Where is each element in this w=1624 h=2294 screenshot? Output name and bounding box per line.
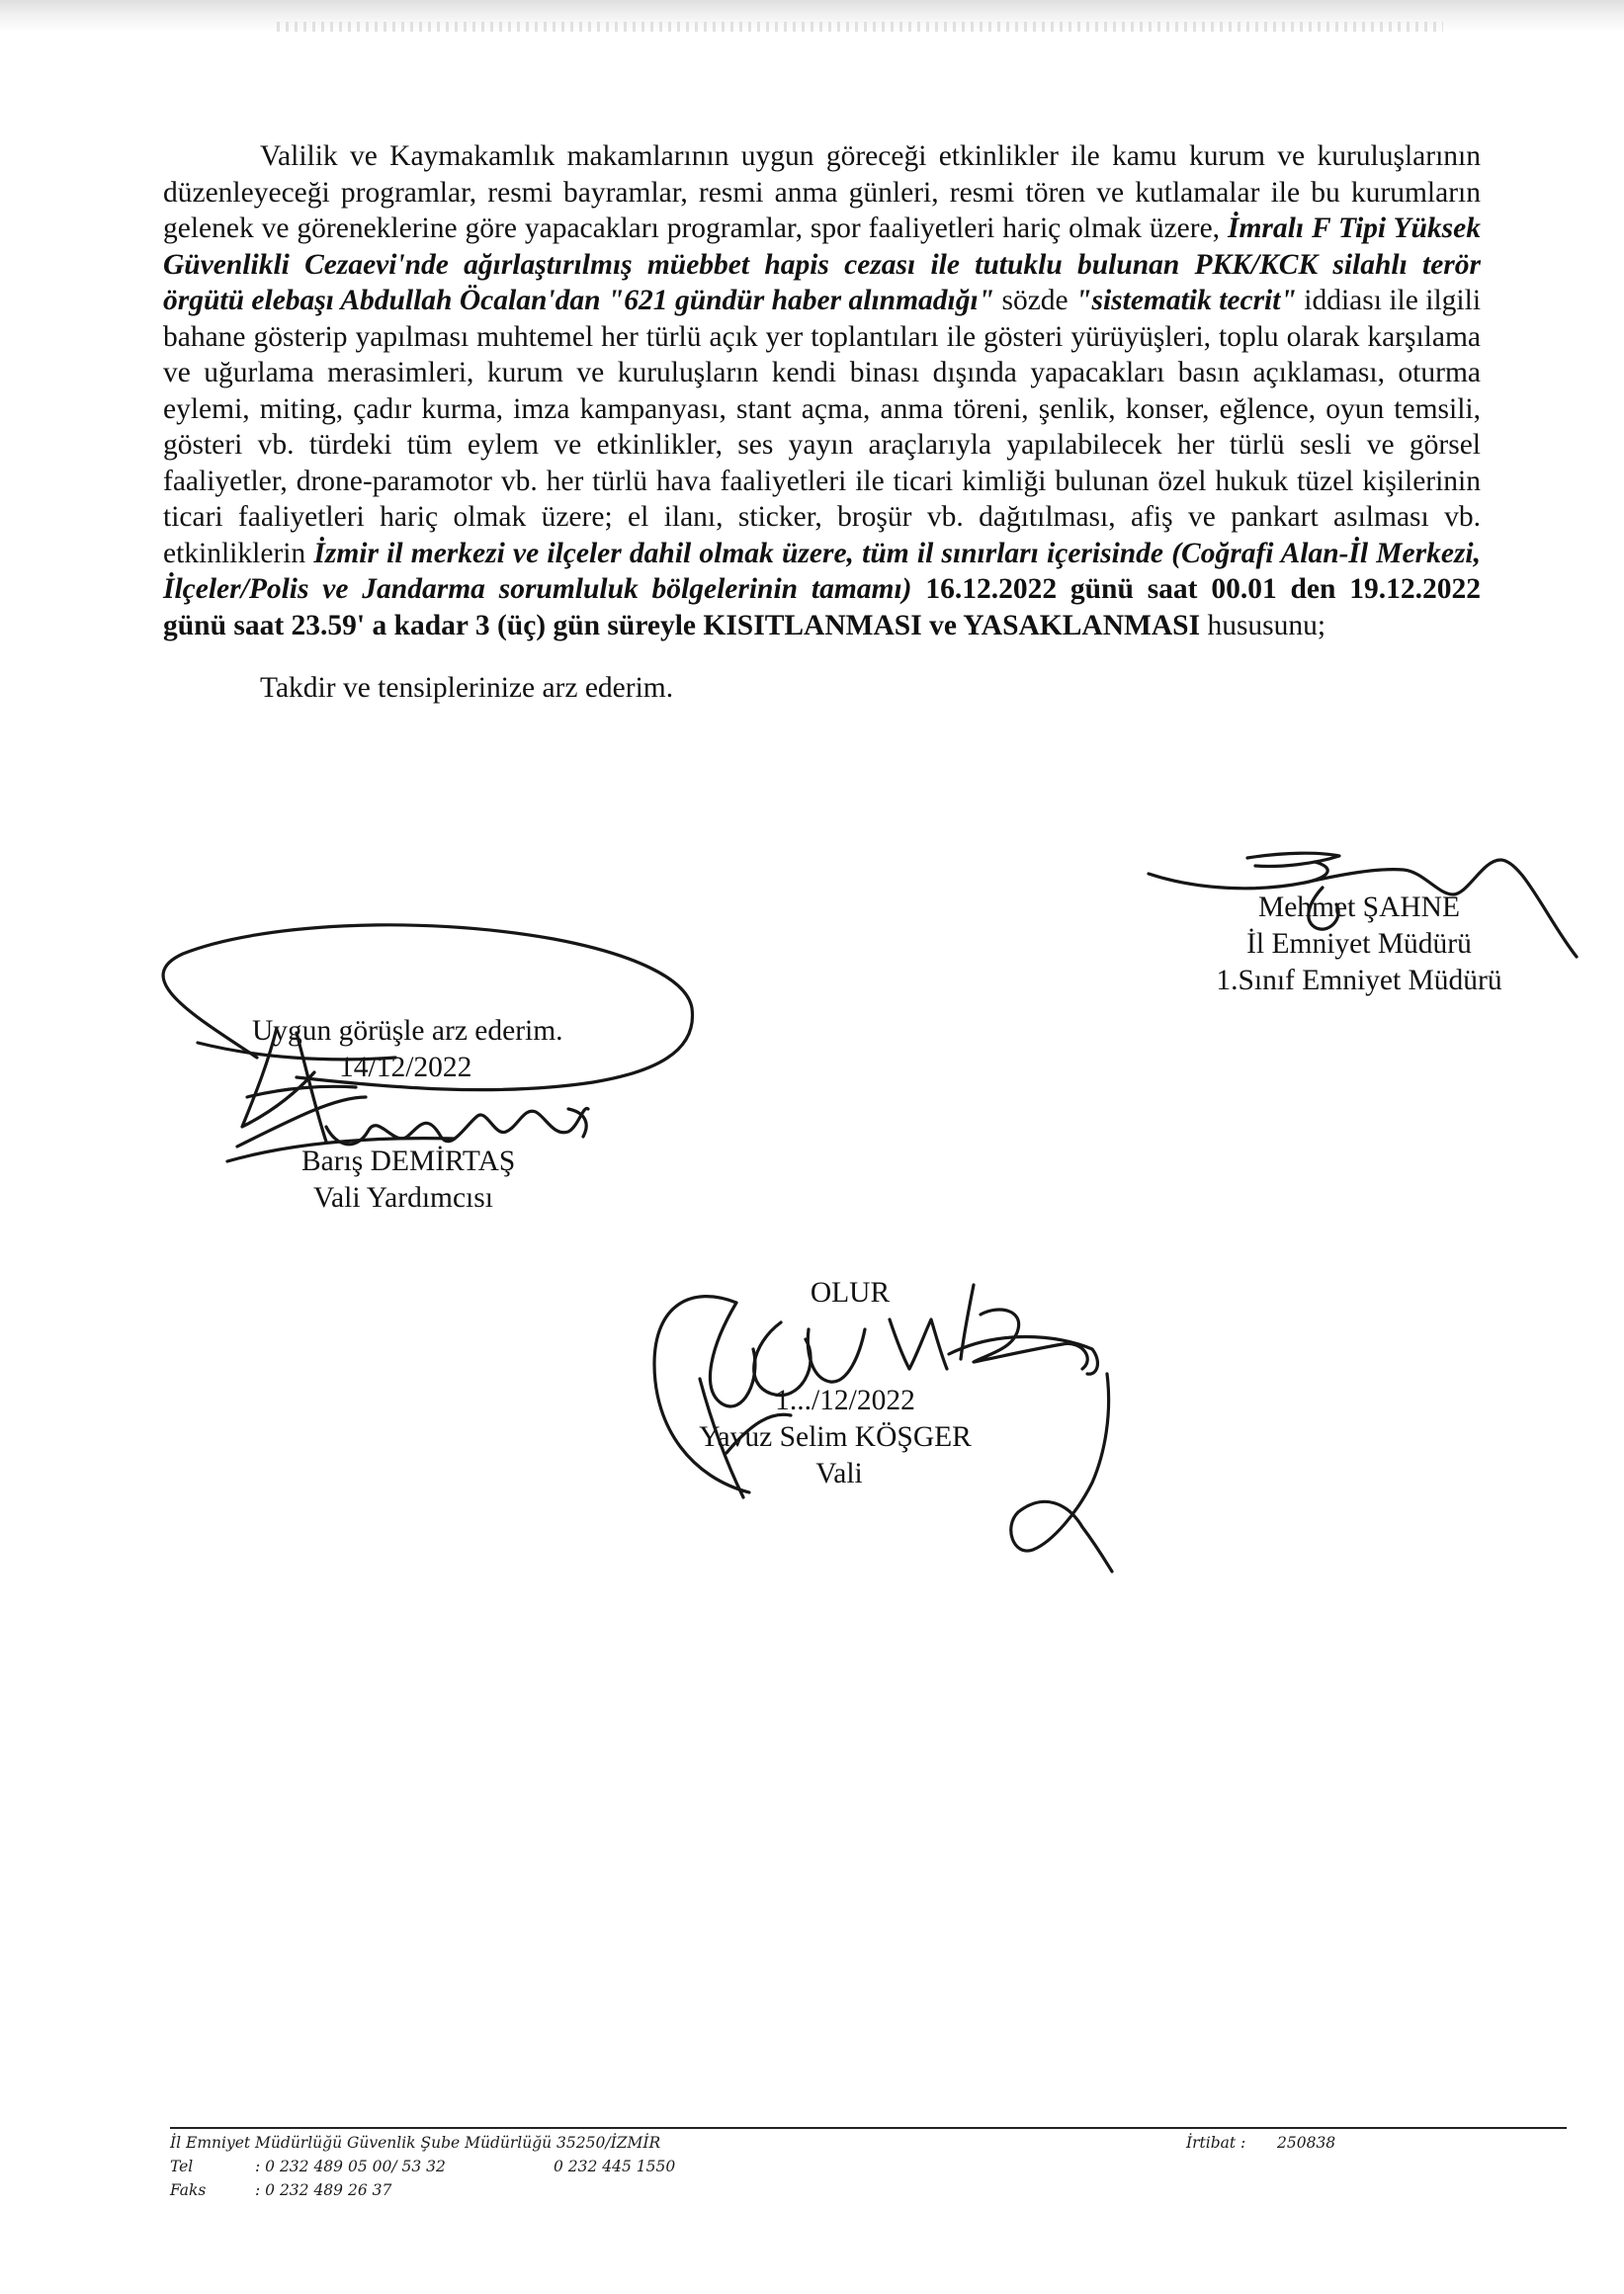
governor-name: Yavuz Selim KÖŞGER — [699, 1421, 972, 1453]
deputy-governor-name: Barış DEMİRTAŞ — [301, 1146, 516, 1177]
footer-tel-label: Tel — [170, 2158, 194, 2175]
deputy-governor-title: Vali Yardımcısı — [313, 1182, 493, 1214]
text-area-emphasis: İzmir il merkezi ve ilçeler dahil olmak üzere, tüm il sınırları içerisinde (Coğrafi Alan-İl Merkezi, İlçeler/Polis ve Jandarma sorumluluk bölgelerinin tamamı) — [163, 537, 1481, 605]
olur-label: OLUR — [810, 1277, 891, 1309]
police-director-block — [1176, 890, 1542, 999]
deputy-approval-date: 14/12/2022 — [339, 1052, 472, 1083]
text-tecrit-emphasis: "sistematik tecrit" — [1075, 285, 1297, 316]
scan-edge-speckle — [277, 22, 1443, 32]
governor-approval-date: 1.../12/2022 — [775, 1385, 915, 1416]
text-subject-emphasis: İmralı F Tipi Yüksek Güvenlikli Cezaevi'nde ağırlaştırılmış müebbet hapis cezası ile tutuklu bulunan PKK/KCK silahlı terör örgütü elebaşı Abdullah Öcalan'dan "621 gündür haber alınmadığı" — [163, 212, 1482, 316]
police-director-title: İl Emniyet Müdürü — [1246, 928, 1472, 960]
deputy-governor-block — [252, 1013, 667, 1217]
text-sozde: sözde — [1001, 285, 1068, 316]
governor-title: Vali — [815, 1458, 863, 1489]
footer-tel-value: : 0 232 489 05 00/ 53 32 — [255, 2158, 446, 2175]
paragraph-closing: Takdir ve tensiplerinize arz ederim. — [260, 672, 674, 704]
text-intro: Valilik ve Kaymakamlık makamlarının uygun göreceği etkinlikler ile kamu kurum ve kuruluşlarının düzenleyeceği programlar, resmi bayramlar, resmi anma günleri, resmi tören ve kutlamalar ile bu kurumların gelenek ve göreneklerine göre yapacakları programlar, spor faaliyetleri hariç olmak üzere, — [163, 140, 1481, 244]
paragraph-main — [163, 138, 1481, 643]
footer-tel-value-2: 0 232 445 1550 — [554, 2158, 676, 2175]
text-activities: iddiası ile ilgili bahane gösterip yapılması muhtemel her türlü açık yer toplantıları ile gösteri yürüyüşleri, toplu olarak karşılama ve uğurlama merasimleri, kurum ve kuruluşların kendi binası dışında yapacakları basın açıklaması, oturma eylemi, miting, çadır kurma, imza kampanyası, stant açma, anma töreni, şenlik, konser, eğlence, oyun temsili, gösteri vb. türdeki tüm eylem ve etkinlikler, ses yayın araçlarıyla yapılabilecek her türlü sesli ve görsel faaliyetler, drone-paramotor vb. her türlü hava faaliyetleri ile ticari kimliği bulunan özel hukuk tüzel kişilerinin ticari faaliyetleri hariç olmak üzere; el ilanı, sticker, broşür vb. dağıtılması, afiş ve pankart asılması vb. etkinliklerin — [163, 285, 1482, 569]
footer-fax-label: Faks — [170, 2181, 207, 2199]
footer-divider — [170, 2127, 1567, 2129]
footer-internal-value: 250838 — [1277, 2134, 1336, 2152]
text-closing-word: hususunu; — [1207, 609, 1326, 641]
governor-block — [652, 1275, 1018, 1492]
footer-internal-label: İrtibat : — [1186, 2134, 1246, 2152]
police-director-name: Mehmet ŞAHNE — [1257, 892, 1461, 923]
letter-body — [163, 138, 1481, 707]
text-period-restriction: 16.12.2022 günü saat 00.01 den 19.12.2022 günü saat 23.59' a kadar 3 (üç) gün süreyle KISITLANMASI ve YASAKLANMASI — [163, 573, 1481, 641]
approval-text: Uygun görüşle arz ederim. — [252, 1015, 563, 1047]
police-director-rank: 1.Sınıf Emniyet Müdürü — [1216, 965, 1502, 996]
footer-address: İl Emniyet Müdürlüğü Güvenlik Şube Müdürlüğü 35250/İZMİR — [170, 2134, 661, 2152]
footer-fax-value: : 0 232 489 26 37 — [255, 2181, 392, 2199]
